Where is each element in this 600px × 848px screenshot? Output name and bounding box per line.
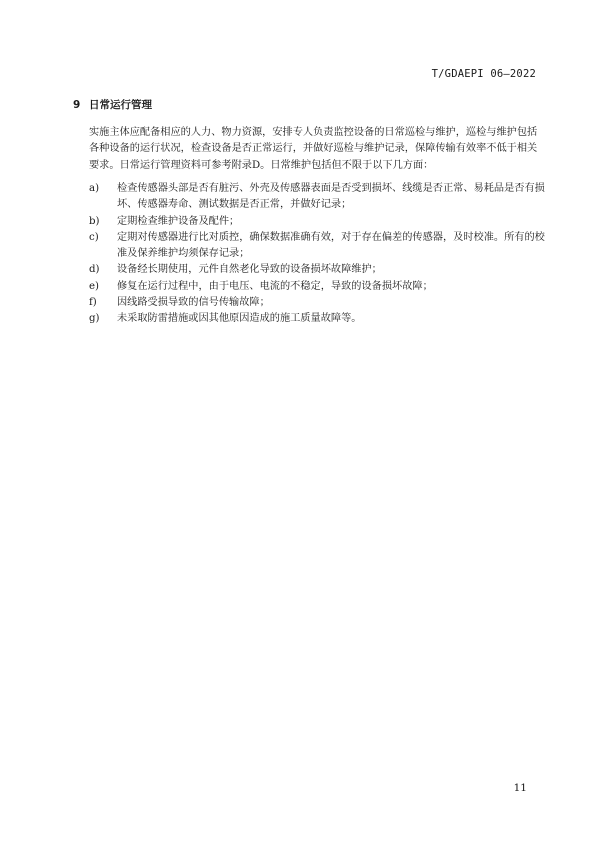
- list-marker: e): [89, 280, 100, 292]
- maintenance-list: [89, 181, 549, 328]
- list-marker: f): [89, 297, 97, 309]
- list-item: [89, 262, 549, 278]
- list-item: [89, 181, 549, 214]
- list-item-text: 因线路受损导致的信号传输故障；: [117, 297, 270, 309]
- list-item: [89, 311, 549, 327]
- list-item-text: 未采取防雷措施或因其他原因造成的施工质量故障等。: [117, 313, 362, 325]
- list-item-text: 定期检查维护设备及配件；: [117, 215, 240, 227]
- list-item-text: 修复在运行过程中，由于电压、电流的不稳定，导致的设备损坏故障；: [117, 280, 433, 292]
- list-item: [89, 230, 549, 263]
- list-item: [89, 214, 549, 230]
- list-marker: d): [89, 264, 100, 276]
- section-number: 9: [73, 99, 81, 111]
- list-item-text: 检查传感器头部是否有脏污、外壳及传感器表面是否受到损坏、线缆是否正常、易耗品是否有损坏、传感器寿命、测试数据是否正常，并做好记录；: [117, 183, 545, 211]
- intro-paragraph: 实施主体应配备相应的人力、物力资源，安排专人负责监控设备的日常巡检与维护，巡检与维护包括各种设备的运行状况，检查设备是否正常运行，并做好巡检与维护记录，保障传输有效率不低于相关要求。日常运行管理资料可参考附录D。日常维护包括但不限于以下几方面：: [89, 127, 538, 171]
- list-marker: b): [89, 215, 100, 227]
- document-code: T/GDAEPI 06—2022: [431, 68, 536, 80]
- list-item-text: 设备经长期使用，元件自然老化导致的设备损坏故障维护；: [117, 264, 382, 276]
- page-number: 11: [513, 782, 527, 794]
- section-title: 日常运行管理: [89, 99, 152, 111]
- list-item-text: 定期对传感器进行比对质控，确保数据准确有效，对于存在偏差的传感器，及时校准。所有的校准及保养维护均须保存记录；: [117, 231, 545, 260]
- list-marker: a): [89, 183, 100, 194]
- list-marker: g): [89, 313, 100, 325]
- list-item: [89, 279, 549, 295]
- list-item: [89, 295, 549, 311]
- list-marker: c): [89, 231, 99, 243]
- section-heading: [73, 97, 152, 112]
